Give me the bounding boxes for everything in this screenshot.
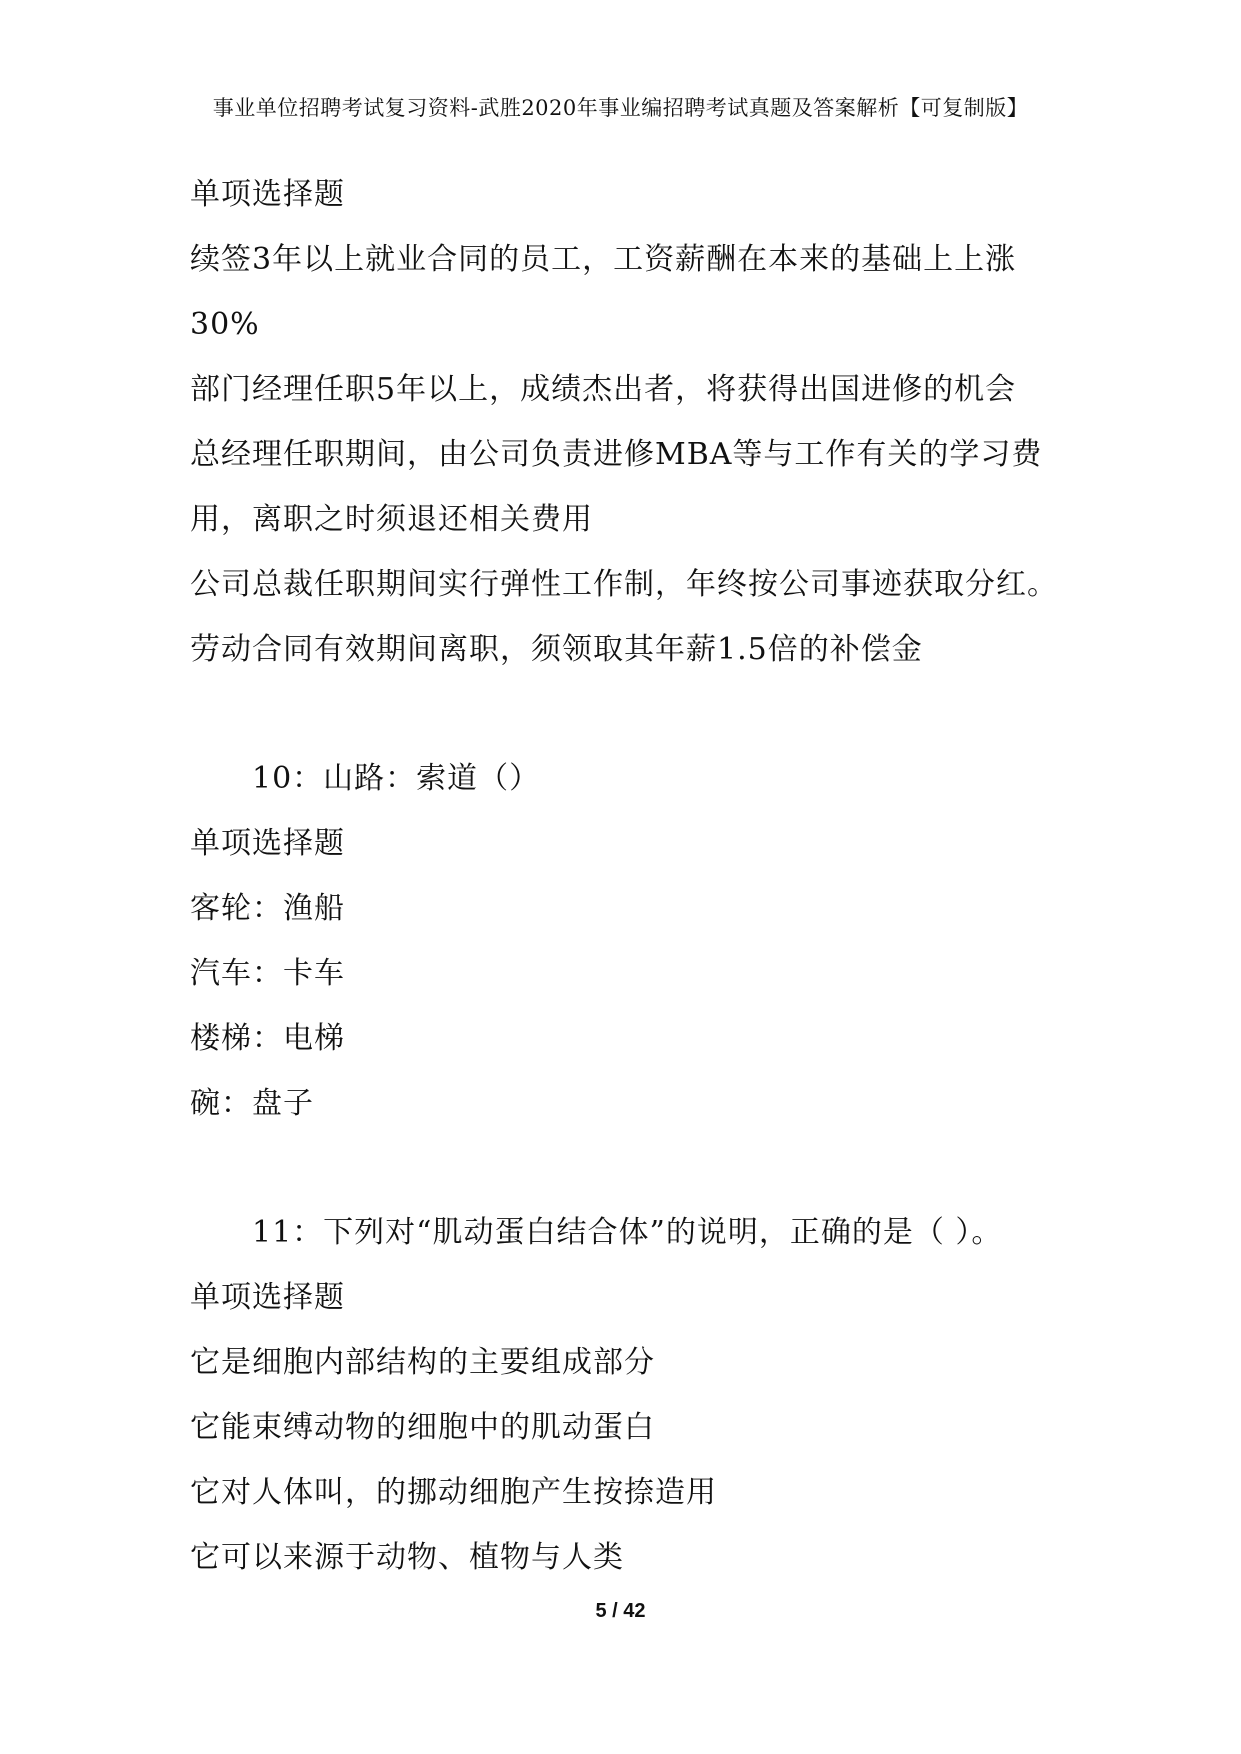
question-11-block	[190, 1200, 1090, 1590]
option-line: 它能束缚动物的细胞中的肌动蛋白	[190, 1410, 655, 1445]
question-title: 11：下列对“肌动蛋白结合体”的说明，正确的是（ ）。	[252, 1215, 1003, 1250]
document-body	[190, 162, 1090, 1590]
question-type-label: 单项选择题	[190, 177, 345, 212]
spacer	[190, 682, 1090, 746]
option-line: 部门经理任职5年以上，成绩杰出者，将获得出国进修的机会	[190, 372, 1017, 407]
option-line: 续签3年以上就业合同的员工，工资薪酬在本来的基础上上涨	[190, 242, 1017, 277]
page-header: 事业单位招聘考试复习资料-武胜2020年事业编招聘考试真题及答案解析【可复制版】	[212, 96, 1029, 120]
question-type-label: 单项选择题	[190, 1280, 345, 1315]
option-line: 用，离职之时须退还相关费用	[190, 502, 593, 537]
option-line: 它是细胞内部结构的主要组成部分	[190, 1345, 655, 1380]
option-line: 30%	[190, 307, 260, 342]
option-line: 客轮：渔船	[190, 891, 345, 926]
option-line: 总经理任职期间，由公司负责进修MBA等与工作有关的学习费	[190, 437, 1043, 472]
page-number: 5 / 42	[595, 1600, 646, 1622]
option-line: 汽车：卡车	[190, 956, 345, 991]
option-line: 碗：盘子	[190, 1086, 314, 1121]
option-line: 楼梯：电梯	[190, 1021, 345, 1056]
spacer	[190, 1136, 1090, 1200]
question-10-block	[190, 746, 1090, 1136]
question-title: 10：山路：索道（）	[252, 761, 541, 796]
option-line: 它可以来源于动物、植物与人类	[190, 1540, 624, 1575]
question-9-block	[190, 162, 1090, 682]
option-line: 劳动合同有效期间离职，须领取其年薪1.5倍的补偿金	[190, 632, 923, 667]
question-type-label: 单项选择题	[190, 826, 345, 861]
option-line: 它对人体叫，的挪动细胞产生按捺造用	[190, 1475, 717, 1510]
option-line: 公司总裁任职期间实行弹性工作制，年终按公司事迹获取分红。	[190, 567, 1058, 602]
